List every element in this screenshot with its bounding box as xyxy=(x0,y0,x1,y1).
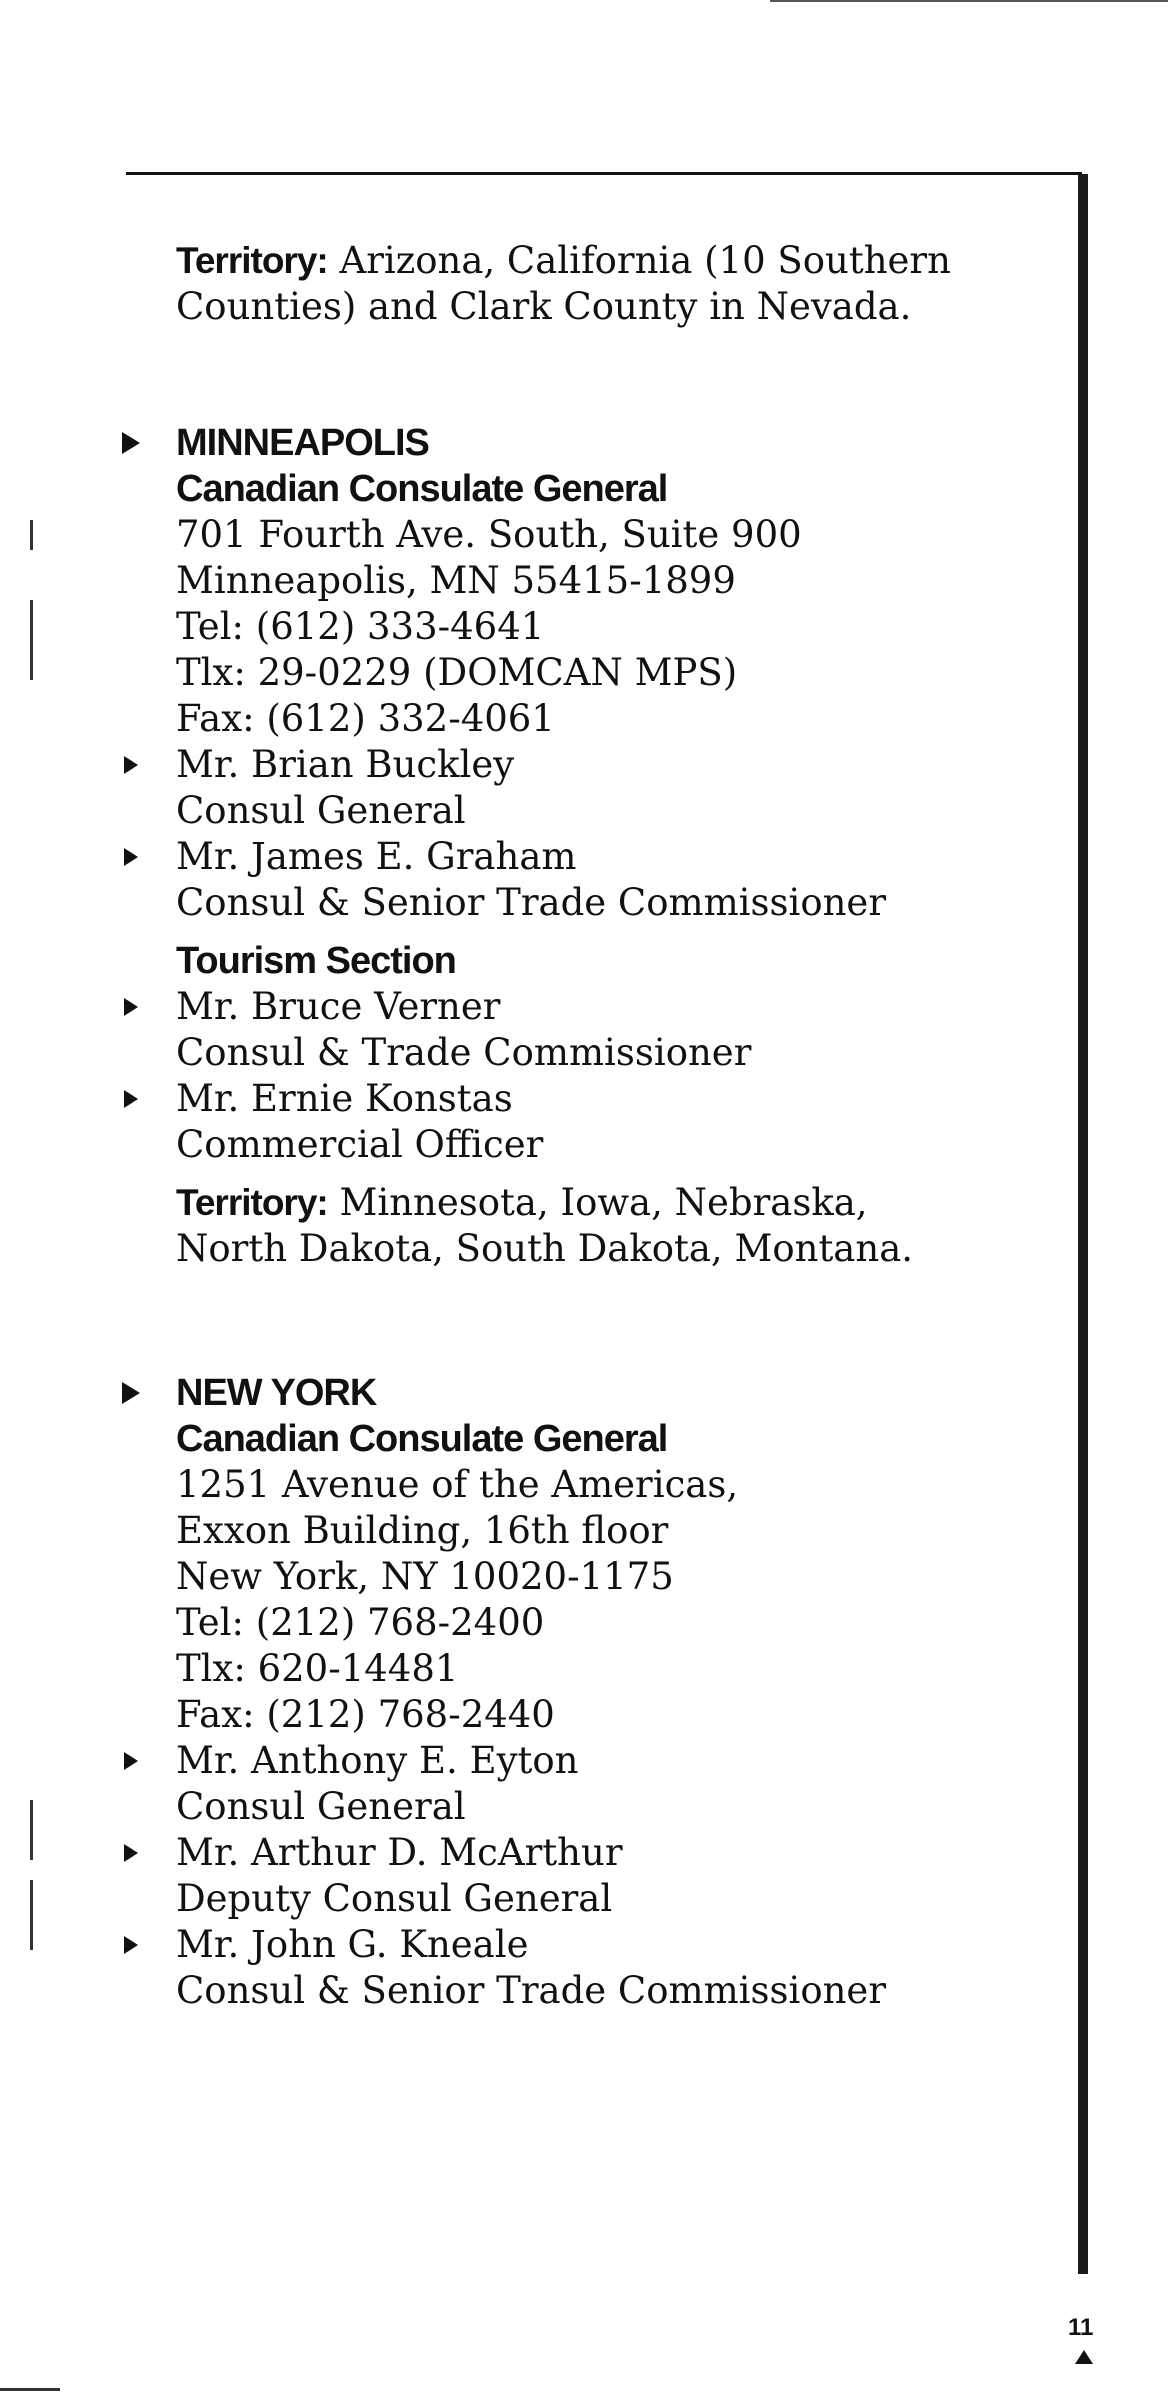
contact-title: Consul General xyxy=(176,789,466,832)
address-line: Exxon Building, 16th floor xyxy=(176,1509,669,1552)
contact-name: Mr. Arthur D. McArthur xyxy=(176,1831,623,1874)
territory-label: Territory: xyxy=(176,1182,328,1223)
telex: Tlx: 29-0229 (DOMCAN MPS) xyxy=(176,651,738,694)
margin-mark xyxy=(30,520,33,550)
intro-territory xyxy=(176,238,1056,330)
territory-text: Minnesota, Iowa, Nebraska, xyxy=(339,1181,868,1224)
bullet-icon xyxy=(124,848,138,866)
contact-name: Mr. John G. Kneale xyxy=(176,1923,529,1966)
margin-mark xyxy=(30,600,33,680)
address-line: 701 Fourth Ave. South, Suite 900 xyxy=(176,513,802,556)
contact-title: Consul & Senior Trade Commissioner xyxy=(176,1969,887,2012)
contact-title: Consul & Senior Trade Commissioner xyxy=(176,881,887,924)
office-heading: Canadian Consulate General xyxy=(176,468,668,510)
top-hairline xyxy=(770,0,1168,2)
bullet-icon xyxy=(124,1090,138,1108)
contact-title: Deputy Consul General xyxy=(176,1877,613,1920)
telephone: Tel: (612) 333-4641 xyxy=(176,605,545,648)
territory-text: Counties) and Clark County in Nevada. xyxy=(176,285,912,328)
page-top-rule xyxy=(126,172,1082,175)
address-line: 1251 Avenue of the Americas, xyxy=(176,1463,739,1506)
page-number: 11 xyxy=(1068,2314,1094,2341)
right-margin-bar xyxy=(1078,174,1088,2274)
bullet-icon xyxy=(124,998,138,1016)
telephone: Tel: (212) 768-2400 xyxy=(176,1601,545,1644)
contact-title: Consul & Trade Commissioner xyxy=(176,1031,752,1074)
contact-name: Mr. James E. Graham xyxy=(176,835,577,878)
margin-mark xyxy=(30,1880,33,1950)
address-line: Minneapolis, MN 55415-1899 xyxy=(176,559,736,602)
bullet-icon xyxy=(124,1752,138,1770)
city-heading: NEW YORK xyxy=(176,1372,377,1414)
territory-text: Arizona, California (10 Southern xyxy=(339,239,951,282)
contact-name: Mr. Anthony E. Eyton xyxy=(176,1739,579,1782)
minneapolis-section xyxy=(176,420,1056,1272)
new-york-section xyxy=(176,1370,1056,2014)
margin-mark xyxy=(30,1800,33,1860)
fax: Fax: (612) 332-4061 xyxy=(176,697,555,740)
territory-text: North Dakota, South Dakota, Montana. xyxy=(176,1227,914,1270)
bullet-icon xyxy=(124,1936,138,1954)
fax: Fax: (212) 768-2440 xyxy=(176,1693,555,1736)
address-line: New York, NY 10020-1175 xyxy=(176,1555,674,1598)
contact-title: Commercial Officer xyxy=(176,1123,544,1166)
bottom-rule xyxy=(0,2388,60,2391)
city-heading: MINNEAPOLIS xyxy=(176,422,429,464)
contact-name: Mr. Bruce Verner xyxy=(176,985,501,1028)
up-arrow-icon xyxy=(1075,2350,1093,2364)
contact-name: Mr. Brian Buckley xyxy=(176,743,515,786)
section-bullet-icon xyxy=(122,1382,140,1404)
contact-name: Mr. Ernie Konstas xyxy=(176,1077,513,1120)
contact-title: Consul General xyxy=(176,1785,466,1828)
section-bullet-icon xyxy=(122,432,140,454)
subsection-heading: Tourism Section xyxy=(176,940,456,982)
bullet-icon xyxy=(124,756,138,774)
telex: Tlx: 620-14481 xyxy=(176,1647,459,1690)
office-heading: Canadian Consulate General xyxy=(176,1418,668,1460)
territory-label: Territory: xyxy=(176,240,328,281)
bullet-icon xyxy=(124,1844,138,1862)
